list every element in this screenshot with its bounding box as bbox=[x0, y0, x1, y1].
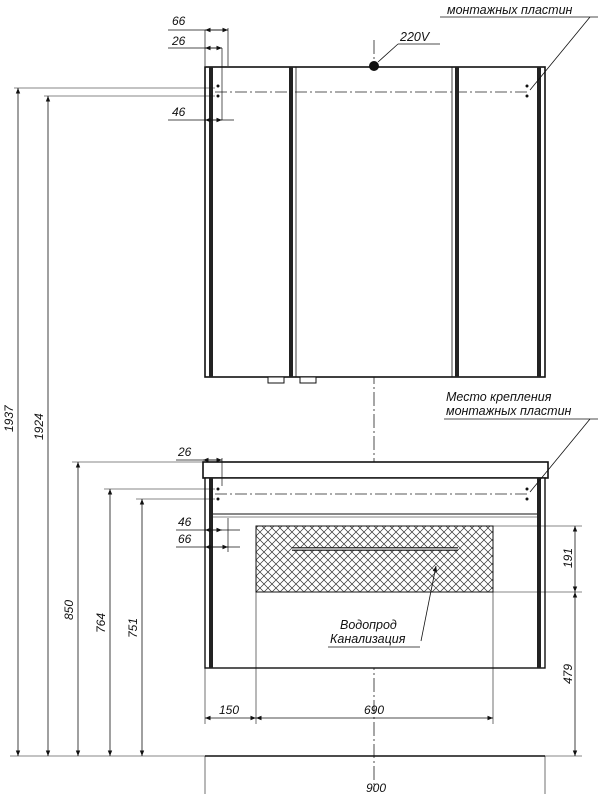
zone-width: 690 bbox=[364, 703, 385, 717]
zone-height: 191 bbox=[561, 547, 575, 568]
zone-left-offset: 150 bbox=[219, 703, 240, 717]
utility-zone bbox=[256, 526, 493, 592]
vanity-plate-height: 764 bbox=[94, 612, 108, 633]
cab-top-height: 1924 bbox=[32, 413, 46, 440]
top-plates-note: монтажных пластин bbox=[447, 3, 573, 17]
power-outlet-icon bbox=[369, 61, 379, 71]
water-note-line1: Водопрод bbox=[340, 618, 397, 632]
total-width: 900 bbox=[366, 781, 387, 794]
bottom-plates-note-line2: монтажных пластин bbox=[446, 404, 572, 418]
cab-plate-height: 1937 bbox=[2, 405, 16, 432]
vanity-plate-offset-a: 46 bbox=[178, 515, 192, 529]
cab-plate-offset: 26 bbox=[172, 34, 186, 48]
water-note-line2: Канализация bbox=[330, 632, 406, 646]
cab-plate-drop: 46 bbox=[172, 105, 186, 119]
vanity-height: 850 bbox=[62, 599, 76, 620]
power-label: 220V bbox=[400, 30, 430, 44]
mirror-cabinet bbox=[205, 67, 545, 383]
vanity-plate-offset-b: 66 bbox=[178, 532, 192, 546]
cab-edge-offset: 66 bbox=[172, 14, 186, 28]
vanity-plate-height-b: 751 bbox=[126, 617, 140, 638]
vanity-top-offset: 26 bbox=[178, 445, 192, 459]
zone-bottom: 479 bbox=[561, 663, 575, 684]
bottom-plates-note-line1: Место крепления bbox=[446, 390, 552, 404]
